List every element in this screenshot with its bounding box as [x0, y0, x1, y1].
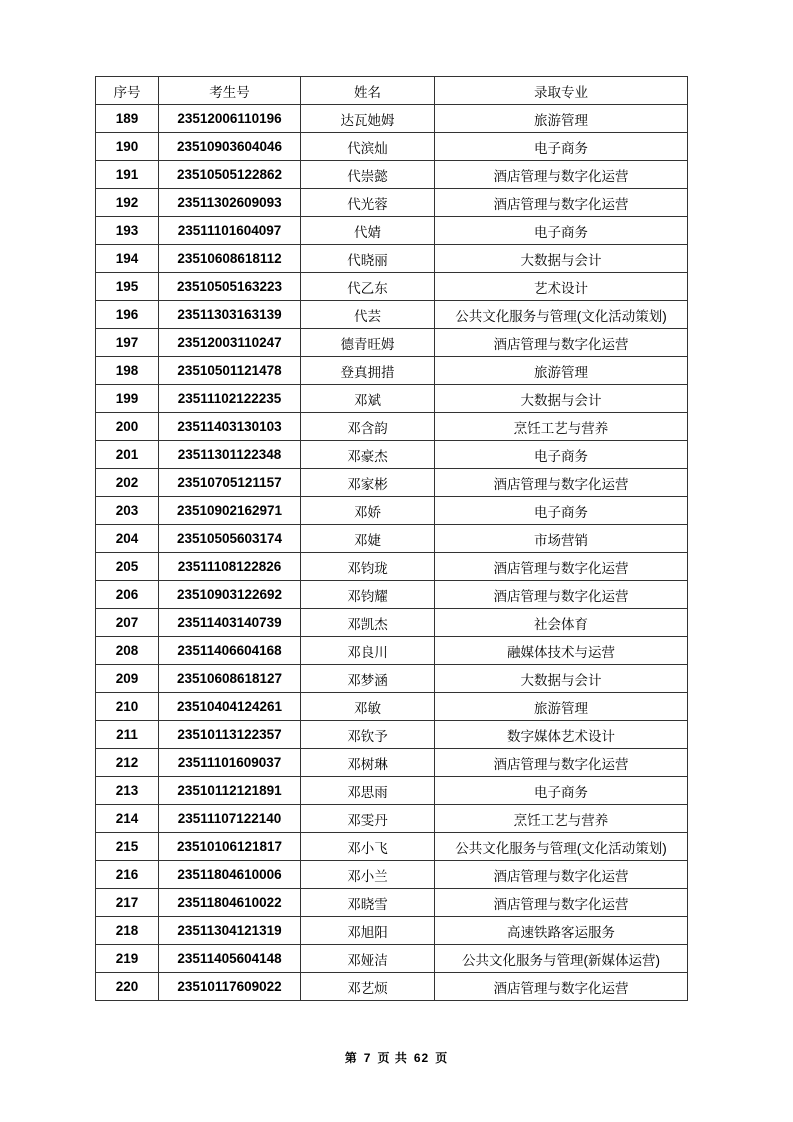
cell-exam-id: 23511108122826 — [159, 553, 301, 581]
table-row — [96, 777, 688, 805]
cell-index: 205 — [96, 553, 159, 581]
cell-major: 旅游管理 — [435, 693, 688, 721]
cell-name: 邓豪杰 — [301, 441, 435, 469]
cell-major: 艺术设计 — [435, 273, 688, 301]
cell-major: 电子商务 — [435, 133, 688, 161]
cell-name: 邓含韵 — [301, 413, 435, 441]
cell-exam-id: 23511301122348 — [159, 441, 301, 469]
cell-exam-id: 23510505603174 — [159, 525, 301, 553]
table-row — [96, 889, 688, 917]
cell-name: 邓钧珑 — [301, 553, 435, 581]
cell-exam-id: 23510505163223 — [159, 273, 301, 301]
cell-major: 电子商务 — [435, 441, 688, 469]
cell-major: 酒店管理与数字化运营 — [435, 329, 688, 357]
cell-major: 酒店管理与数字化运营 — [435, 553, 688, 581]
cell-name: 德青旺姆 — [301, 329, 435, 357]
cell-major: 酒店管理与数字化运营 — [435, 973, 688, 1001]
cell-exam-id: 23512003110247 — [159, 329, 301, 357]
cell-name: 邓斌 — [301, 385, 435, 413]
table-row — [96, 301, 688, 329]
cell-index: 213 — [96, 777, 159, 805]
table-row — [96, 357, 688, 385]
cell-name: 邓敏 — [301, 693, 435, 721]
cell-name: 邓艺烦 — [301, 973, 435, 1001]
cell-name: 邓梦涵 — [301, 665, 435, 693]
cell-exam-id: 23511302609093 — [159, 189, 301, 217]
footer-mid: 页 共 — [377, 1051, 408, 1065]
cell-exam-id: 23511406604168 — [159, 637, 301, 665]
cell-index: 198 — [96, 357, 159, 385]
cell-exam-id: 23510112121891 — [159, 777, 301, 805]
cell-major: 大数据与会计 — [435, 665, 688, 693]
cell-major: 电子商务 — [435, 777, 688, 805]
cell-exam-id: 23510106121817 — [159, 833, 301, 861]
table-row — [96, 245, 688, 273]
cell-major: 公共文化服务与管理(文化活动策划) — [435, 301, 688, 329]
cell-name: 邓小兰 — [301, 861, 435, 889]
cell-major: 酒店管理与数字化运营 — [435, 889, 688, 917]
cell-name: 邓思雨 — [301, 777, 435, 805]
cell-major: 大数据与会计 — [435, 385, 688, 413]
cell-index: 200 — [96, 413, 159, 441]
cell-exam-id: 23511403140739 — [159, 609, 301, 637]
cell-exam-id: 23510903604046 — [159, 133, 301, 161]
cell-index: 209 — [96, 665, 159, 693]
header-index: 序号 — [96, 77, 159, 105]
page-footer — [0, 1049, 793, 1066]
cell-exam-id: 23511102122235 — [159, 385, 301, 413]
cell-major: 酒店管理与数字化运营 — [435, 189, 688, 217]
table-row — [96, 581, 688, 609]
table-row — [96, 329, 688, 357]
cell-index: 189 — [96, 105, 159, 133]
cell-index: 201 — [96, 441, 159, 469]
cell-index: 204 — [96, 525, 159, 553]
cell-major: 电子商务 — [435, 497, 688, 525]
footer-suffix: 页 — [435, 1051, 449, 1065]
table-row — [96, 385, 688, 413]
table-row — [96, 609, 688, 637]
table-row — [96, 805, 688, 833]
cell-index: 191 — [96, 161, 159, 189]
header-name: 姓名 — [301, 77, 435, 105]
cell-exam-id: 23511101604097 — [159, 217, 301, 245]
cell-name: 邓凯杰 — [301, 609, 435, 637]
cell-exam-id: 23510501121478 — [159, 357, 301, 385]
cell-index: 196 — [96, 301, 159, 329]
cell-major: 融媒体技术与运营 — [435, 637, 688, 665]
cell-name: 代芸 — [301, 301, 435, 329]
cell-major: 烹饪工艺与营养 — [435, 413, 688, 441]
cell-name: 邓晓雪 — [301, 889, 435, 917]
admission-table — [95, 76, 688, 1001]
cell-name: 代崇懿 — [301, 161, 435, 189]
cell-name: 代婧 — [301, 217, 435, 245]
cell-index: 206 — [96, 581, 159, 609]
cell-exam-id: 23511107122140 — [159, 805, 301, 833]
cell-major: 数字媒体艺术设计 — [435, 721, 688, 749]
cell-exam-id: 23510505122862 — [159, 161, 301, 189]
cell-name: 代光蓉 — [301, 189, 435, 217]
table-header-row — [96, 77, 688, 105]
cell-name: 邓树琳 — [301, 749, 435, 777]
table-row — [96, 637, 688, 665]
cell-name: 代滨灿 — [301, 133, 435, 161]
cell-name: 邓娅洁 — [301, 945, 435, 973]
footer-total-pages: 62 — [413, 1051, 430, 1065]
cell-exam-id: 23511101609037 — [159, 749, 301, 777]
table-row — [96, 441, 688, 469]
cell-major: 高速铁路客运服务 — [435, 917, 688, 945]
table-row — [96, 973, 688, 1001]
table-row — [96, 217, 688, 245]
table-row — [96, 189, 688, 217]
cell-exam-id: 23510608618112 — [159, 245, 301, 273]
cell-major: 社会体育 — [435, 609, 688, 637]
cell-name: 邓家彬 — [301, 469, 435, 497]
cell-exam-id: 23511303163139 — [159, 301, 301, 329]
cell-major: 酒店管理与数字化运营 — [435, 161, 688, 189]
cell-name: 邓娇 — [301, 497, 435, 525]
table-row — [96, 945, 688, 973]
cell-index: 194 — [96, 245, 159, 273]
cell-exam-id: 23511405604148 — [159, 945, 301, 973]
cell-exam-id: 23511804610006 — [159, 861, 301, 889]
cell-index: 199 — [96, 385, 159, 413]
cell-major: 市场营销 — [435, 525, 688, 553]
cell-name: 达瓦她姆 — [301, 105, 435, 133]
cell-index: 214 — [96, 805, 159, 833]
cell-name: 代晓丽 — [301, 245, 435, 273]
table-row — [96, 833, 688, 861]
footer-page-number: 7 — [363, 1051, 372, 1065]
cell-index: 202 — [96, 469, 159, 497]
cell-name: 邓钦予 — [301, 721, 435, 749]
cell-major: 旅游管理 — [435, 105, 688, 133]
cell-index: 217 — [96, 889, 159, 917]
header-exam-id: 考生号 — [159, 77, 301, 105]
cell-name: 邓小飞 — [301, 833, 435, 861]
table-row — [96, 497, 688, 525]
table-row — [96, 413, 688, 441]
cell-index: 218 — [96, 917, 159, 945]
cell-exam-id: 23510113122357 — [159, 721, 301, 749]
header-major: 录取专业 — [435, 77, 688, 105]
cell-exam-id: 23510705121157 — [159, 469, 301, 497]
table-row — [96, 861, 688, 889]
cell-index: 207 — [96, 609, 159, 637]
cell-major: 电子商务 — [435, 217, 688, 245]
cell-major: 酒店管理与数字化运营 — [435, 749, 688, 777]
table-row — [96, 665, 688, 693]
cell-exam-id: 23511304121319 — [159, 917, 301, 945]
cell-exam-id: 23511403130103 — [159, 413, 301, 441]
cell-major: 公共文化服务与管理(新媒体运营) — [435, 945, 688, 973]
table-row — [96, 917, 688, 945]
cell-name: 邓旭阳 — [301, 917, 435, 945]
cell-index: 215 — [96, 833, 159, 861]
table-row — [96, 273, 688, 301]
cell-index: 212 — [96, 749, 159, 777]
cell-major: 烹饪工艺与营养 — [435, 805, 688, 833]
table-row — [96, 749, 688, 777]
cell-major: 大数据与会计 — [435, 245, 688, 273]
cell-index: 203 — [96, 497, 159, 525]
cell-index: 208 — [96, 637, 159, 665]
cell-major: 酒店管理与数字化运营 — [435, 861, 688, 889]
cell-index: 219 — [96, 945, 159, 973]
cell-exam-id: 23512006110196 — [159, 105, 301, 133]
cell-name: 邓婕 — [301, 525, 435, 553]
cell-exam-id: 23511804610022 — [159, 889, 301, 917]
table-row — [96, 525, 688, 553]
cell-major: 公共文化服务与管理(文化活动策划) — [435, 833, 688, 861]
cell-index: 211 — [96, 721, 159, 749]
cell-exam-id: 23510117609022 — [159, 973, 301, 1001]
cell-index: 192 — [96, 189, 159, 217]
cell-index: 195 — [96, 273, 159, 301]
table-row — [96, 693, 688, 721]
cell-exam-id: 23510902162971 — [159, 497, 301, 525]
table-row — [96, 469, 688, 497]
cell-major: 酒店管理与数字化运营 — [435, 581, 688, 609]
footer-prefix: 第 — [344, 1051, 358, 1065]
table-row — [96, 105, 688, 133]
cell-major: 酒店管理与数字化运营 — [435, 469, 688, 497]
cell-index: 193 — [96, 217, 159, 245]
cell-exam-id: 23510608618127 — [159, 665, 301, 693]
cell-index: 216 — [96, 861, 159, 889]
table-row — [96, 133, 688, 161]
cell-index: 220 — [96, 973, 159, 1001]
cell-exam-id: 23510404124261 — [159, 693, 301, 721]
cell-name: 代乙东 — [301, 273, 435, 301]
table-row — [96, 721, 688, 749]
cell-name: 邓雯丹 — [301, 805, 435, 833]
cell-major: 旅游管理 — [435, 357, 688, 385]
table-row — [96, 553, 688, 581]
cell-index: 197 — [96, 329, 159, 357]
cell-index: 210 — [96, 693, 159, 721]
cell-exam-id: 23510903122692 — [159, 581, 301, 609]
cell-index: 190 — [96, 133, 159, 161]
cell-name: 邓良川 — [301, 637, 435, 665]
table-row — [96, 161, 688, 189]
cell-name: 邓钧耀 — [301, 581, 435, 609]
cell-name: 登真拥措 — [301, 357, 435, 385]
